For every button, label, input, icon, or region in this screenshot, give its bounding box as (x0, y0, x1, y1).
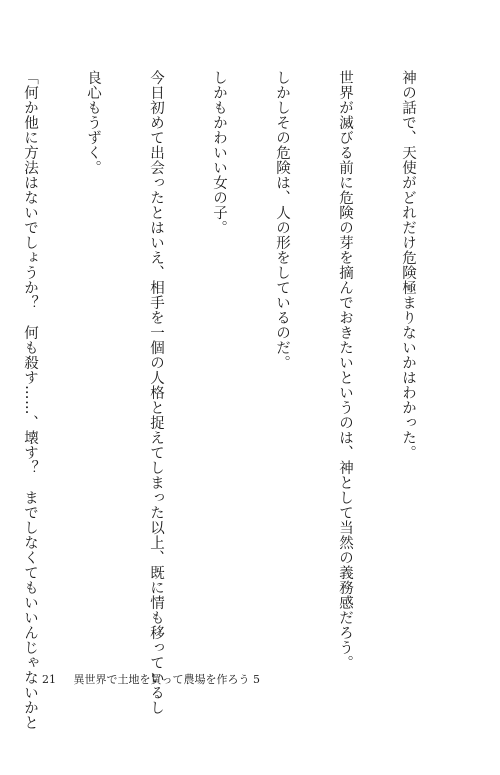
text-line: 世界が滅びる前に危険の芽を摘んでおきたいというのは、神として当然の義務感だろう。 (337, 70, 353, 670)
page-number: 21 (42, 673, 56, 686)
book-title: 異世界で土地を買って農場を作ろう 5 (73, 673, 260, 686)
page-footer (42, 671, 260, 687)
text-line: 良心もうずく。 (85, 70, 101, 175)
text-line: 今日初めて出会ったとはいえ、相手を一個の人格と捉えてしまった以上、既に情も移っているし (148, 70, 164, 715)
text-line: 神の話で、天使がどれだけ危険極まりないかはわかった。 (400, 70, 416, 460)
text-line: しかしその危険は、人の形をしているのだ。 (274, 70, 290, 370)
text-line: しかもかわいい女の子。 (211, 70, 227, 235)
text-line: 「何か他に方法はないでしょうか？ 何も殺す……、壊す？ までしなくてもいいんじゃないかと (22, 70, 38, 730)
